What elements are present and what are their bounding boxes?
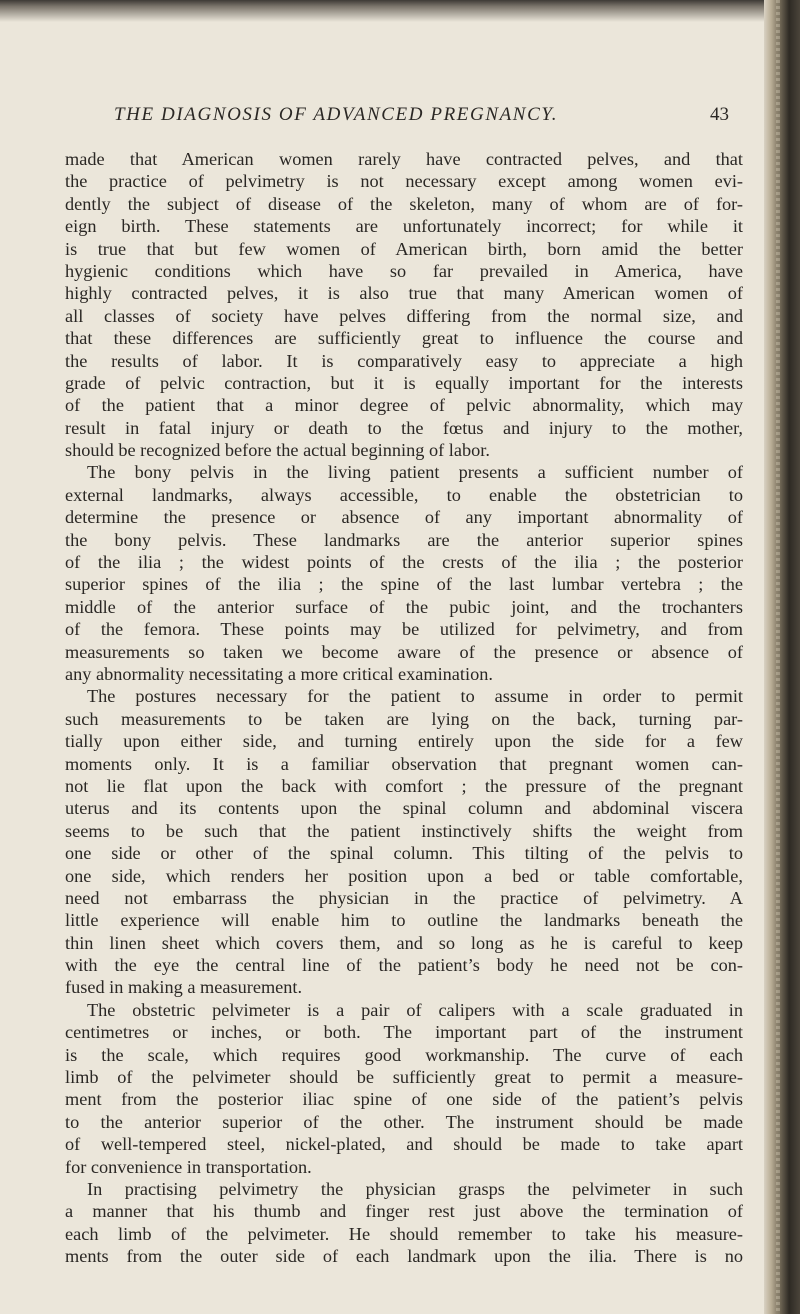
text-line: highly contracted pelves, it is also true that many American women of [65,283,743,304]
text-line: uterus and its contents upon the spinal column and abdominal viscera [65,798,743,819]
text-line: seems to be such that the patient instinctively shifts the weight from [65,820,743,841]
text-line: ments from the outer side of each landmark upon the ilia. There is no [65,1246,743,1267]
text-line: The bony pelvis in the living patient presents a sufficient number of [87,462,743,483]
text-line: for convenience in transportation. [65,1156,312,1177]
text-line: of the femora. These points may be utilized for pelvimetry, and from [65,619,743,640]
page-top-shadow [0,0,764,22]
text-line: need not embarrass the physician in the practice of pelvimetry. A [65,887,743,908]
text-line: one side or other of the spinal column. This tilting of the pelvis to [65,843,743,864]
paragraph [65,461,743,685]
text-line: determine the presence or absence of any important abnormality of [65,507,743,528]
text-line: made that American women rarely have contracted pelves, and that [65,149,743,169]
text-line: should be recognized before the actual beginning of labor. [65,440,490,461]
text-line: each limb of the pelvimeter. He should remember to take his measure- [65,1223,743,1244]
text-line: such measurements to be taken are lying on the back, turning par- [65,708,743,729]
text-line: is true that but few women of American birth, born amid the better [65,238,743,259]
text-line: little experience will enable him to outline the landmarks beneath the [65,910,743,931]
text-line: the bony pelvis. These landmarks are the anterior superior spines [65,529,743,550]
text-line: limb of the pelvimeter should be sufficiently great to permit a measure- [65,1067,743,1088]
book-binding-edge [764,0,800,1314]
text-line: In practising pelvimetry the physician grasps the pelvimeter in such [87,1178,743,1199]
text-line: of the patient that a minor degree of pelvic abnormality, which may [65,395,743,416]
body-text [65,148,743,1268]
text-line: one side, which renders her position upon a bed or table comfortable, [65,865,743,886]
text-line: of well-tempered steel, nickel-plated, and should be made to take apart [65,1134,743,1155]
text-line: to the anterior superior of the other. The instrument should be made [65,1111,743,1132]
text-line: thin linen sheet which covers them, and so long as he is careful to keep [65,932,743,953]
text-line: not lie flat upon the back with comfort ; the pressure of the pregnant [65,775,743,796]
text-line: hygienic conditions which have so far prevailed in America, have [65,260,743,281]
running-head [0,104,764,132]
text-line: ment from the posterior iliac spine of one side of the patient’s pelvis [65,1089,743,1110]
text-line: fused in making a measurement. [65,977,303,998]
paragraph [65,685,743,998]
text-line: tially upon either side, and turning entirely upon the side for a few [65,731,743,752]
text-line: the results of labor. It is comparatively easy to appreciate a high [65,350,743,371]
running-title: THE DIAGNOSIS OF ADVANCED PREGNANCY. [114,104,559,125]
text-line: moments only. It is a familiar observation that pregnant women can- [65,753,743,774]
page-number: 43 [710,104,729,125]
text-line: superior spines of the ilia ; the spine of the last lumbar vertebra ; the [65,574,743,595]
text-line: eign birth. These statements are unfortunately incorrect; for while it [65,216,743,237]
text-line: middle of the anterior surface of the pubic joint, and the trochanters [65,596,743,617]
paragraph [65,999,743,1178]
text-line: result in fatal injury or death to the fœtus and injury to the mother, [65,417,743,438]
text-line: centimetres or inches, or both. The important part of the instrument [65,1022,743,1043]
text-line: the practice of pelvimetry is not necessary except among women evi- [65,171,743,192]
text-line: is the scale, which requires good workmanship. The curve of each [65,1044,743,1065]
text-line: dently the subject of disease of the skeleton, many of whom are of for- [65,193,743,214]
text-line: The postures necessary for the patient to assume in order to permit [87,686,743,707]
text-line: The obstetric pelvimeter is a pair of calipers with a scale graduated in [87,999,743,1020]
paragraph [65,148,743,461]
text-line: all classes of society have pelves differing from the normal size, and [65,305,743,326]
text-line: with the eye the central line of the patient’s body he need not be con- [65,955,743,976]
text-line: grade of pelvic contraction, but it is equally important for the interests [65,372,743,393]
paragraph [65,1178,743,1268]
text-line: a manner that his thumb and finger rest just above the termination of [65,1201,743,1222]
text-line: external landmarks, always accessible, to enable the obstetrician to [65,484,743,505]
text-line: measurements so taken we become aware of the presence or absence of [65,641,743,662]
text-line: that these differences are sufficiently great to influence the course and [65,328,743,349]
text-line: of the ilia ; the widest points of the crests of the ilia ; the posterior [65,552,743,573]
text-line: any abnormality necessitating a more critical examination. [65,663,493,684]
